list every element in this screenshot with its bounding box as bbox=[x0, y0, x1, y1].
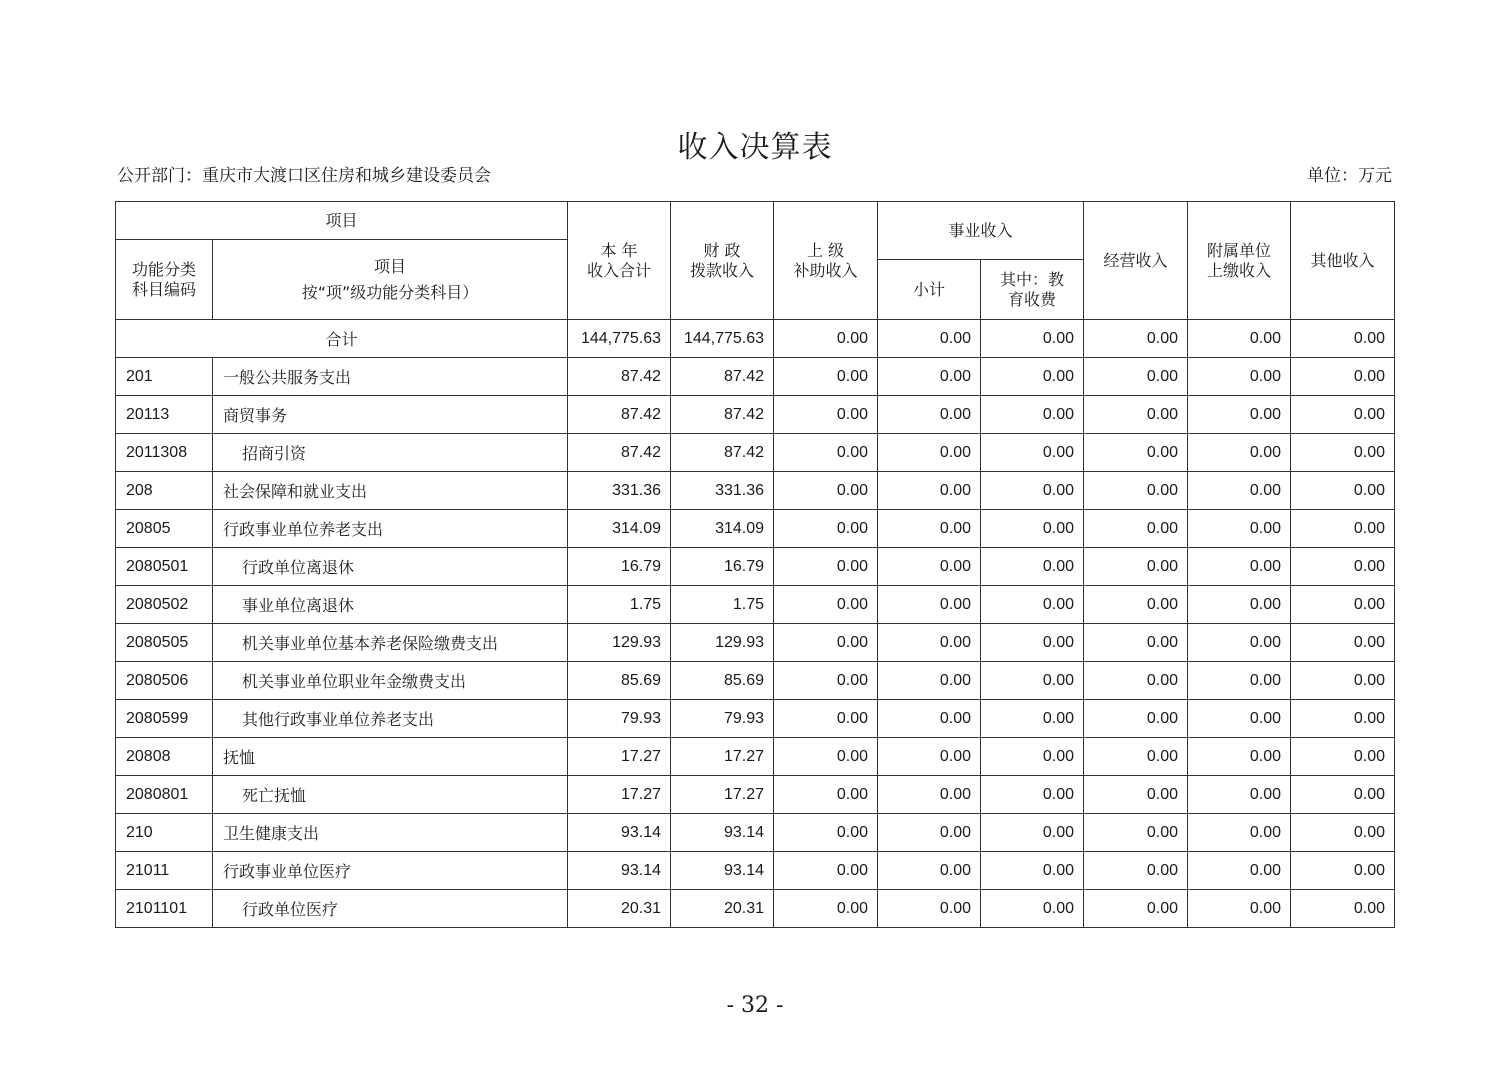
cell-other: 0.00 bbox=[1291, 510, 1395, 548]
cell-operating: 0.00 bbox=[1084, 738, 1188, 776]
cell-subtotal: 0.00 bbox=[878, 662, 981, 700]
cell-affiliated: 0.00 bbox=[1188, 700, 1291, 738]
cell-superior: 0.00 bbox=[774, 852, 878, 890]
cell-subtotal: 0.00 bbox=[878, 510, 981, 548]
cell-other: 0.00 bbox=[1291, 776, 1395, 814]
cell-subtotal: 0.00 bbox=[878, 548, 981, 586]
cell-fiscal: 129.93 bbox=[671, 624, 774, 662]
cell-total-income: 85.69 bbox=[568, 662, 671, 700]
cell-operating: 0.00 bbox=[1084, 814, 1188, 852]
cell-total-income: 17.27 bbox=[568, 776, 671, 814]
cell-affiliated: 0.00 bbox=[1188, 852, 1291, 890]
cell-superior: 0.00 bbox=[774, 548, 878, 586]
cell-fiscal: 87.42 bbox=[671, 396, 774, 434]
cell-total-income: 144,775.63 bbox=[568, 320, 671, 358]
cell-total-income: 79.93 bbox=[568, 700, 671, 738]
cell-name: 行政单位离退休 bbox=[213, 548, 568, 586]
cell-name: 行政事业单位医疗 bbox=[213, 852, 568, 890]
cell-name: 招商引资 bbox=[213, 434, 568, 472]
cell-affiliated: 0.00 bbox=[1188, 890, 1291, 928]
header-edu-fee: 其中：教 育收费 bbox=[981, 260, 1084, 320]
cell-subtotal: 0.00 bbox=[878, 738, 981, 776]
cell-name: 机关事业单位职业年金缴费支出 bbox=[213, 662, 568, 700]
cell-other: 0.00 bbox=[1291, 852, 1395, 890]
cell-superior: 0.00 bbox=[774, 434, 878, 472]
income-table bbox=[115, 201, 1395, 928]
cell-code: 20808 bbox=[116, 738, 213, 776]
unit-label: 单位：万元 bbox=[1307, 166, 1392, 186]
cell-total-income: 87.42 bbox=[568, 434, 671, 472]
cell-operating: 0.00 bbox=[1084, 586, 1188, 624]
page-title: 收入决算表 bbox=[677, 130, 833, 165]
cell-operating: 0.00 bbox=[1084, 358, 1188, 396]
header-business-income: 事业收入 bbox=[878, 202, 1084, 260]
table-row bbox=[116, 586, 1395, 624]
cell-superior: 0.00 bbox=[774, 358, 878, 396]
cell-edu-fee: 0.00 bbox=[981, 890, 1084, 928]
cell-code: 2080599 bbox=[116, 700, 213, 738]
header-affiliated: 附属单位 上缴收入 bbox=[1188, 202, 1291, 320]
cell-affiliated: 0.00 bbox=[1188, 472, 1291, 510]
cell-edu-fee: 0.00 bbox=[981, 510, 1084, 548]
cell-fiscal: 93.14 bbox=[671, 814, 774, 852]
cell-fiscal: 87.42 bbox=[671, 434, 774, 472]
table-row bbox=[116, 890, 1395, 928]
cell-edu-fee: 0.00 bbox=[981, 358, 1084, 396]
cell-affiliated: 0.00 bbox=[1188, 358, 1291, 396]
total-row bbox=[116, 320, 1395, 358]
table-row bbox=[116, 510, 1395, 548]
cell-other: 0.00 bbox=[1291, 738, 1395, 776]
cell-edu-fee: 0.00 bbox=[981, 434, 1084, 472]
cell-affiliated: 0.00 bbox=[1188, 510, 1291, 548]
cell-name: 社会保障和就业支出 bbox=[213, 472, 568, 510]
cell-code: 21011 bbox=[116, 852, 213, 890]
cell-name: 死亡抚恤 bbox=[213, 776, 568, 814]
cell-superior: 0.00 bbox=[774, 396, 878, 434]
cell-name: 抚恤 bbox=[213, 738, 568, 776]
cell-name: 一般公共服务支出 bbox=[213, 358, 568, 396]
cell-subtotal: 0.00 bbox=[878, 434, 981, 472]
table-row bbox=[116, 852, 1395, 890]
cell-superior: 0.00 bbox=[774, 662, 878, 700]
total-label: 合计 bbox=[116, 320, 568, 358]
cell-name: 其他行政事业单位养老支出 bbox=[213, 700, 568, 738]
cell-subtotal: 0.00 bbox=[878, 700, 981, 738]
cell-name: 事业单位离退休 bbox=[213, 586, 568, 624]
cell-edu-fee: 0.00 bbox=[981, 814, 1084, 852]
table-row bbox=[116, 624, 1395, 662]
header-total-income: 本 年 收入合计 bbox=[568, 202, 671, 320]
cell-operating: 0.00 bbox=[1084, 396, 1188, 434]
cell-operating: 0.00 bbox=[1084, 434, 1188, 472]
header-project: 项目 bbox=[116, 202, 568, 240]
cell-other: 0.00 bbox=[1291, 624, 1395, 662]
cell-total-income: 93.14 bbox=[568, 852, 671, 890]
cell-other: 0.00 bbox=[1291, 434, 1395, 472]
cell-superior: 0.00 bbox=[774, 738, 878, 776]
cell-other: 0.00 bbox=[1291, 586, 1395, 624]
cell-affiliated: 0.00 bbox=[1188, 624, 1291, 662]
table-row bbox=[116, 548, 1395, 586]
cell-subtotal: 0.00 bbox=[878, 852, 981, 890]
header-subtotal: 小计 bbox=[878, 260, 981, 320]
header-other: 其他收入 bbox=[1291, 202, 1395, 320]
table-row bbox=[116, 434, 1395, 472]
cell-fiscal: 85.69 bbox=[671, 662, 774, 700]
cell-code: 2011308 bbox=[116, 434, 213, 472]
cell-name: 卫生健康支出 bbox=[213, 814, 568, 852]
cell-fiscal: 87.42 bbox=[671, 358, 774, 396]
cell-edu-fee: 0.00 bbox=[981, 738, 1084, 776]
department-label: 公开部门：重庆市大渡口区住房和城乡建设委员会 bbox=[117, 166, 491, 186]
cell-affiliated: 0.00 bbox=[1188, 738, 1291, 776]
cell-edu-fee: 0.00 bbox=[981, 624, 1084, 662]
cell-name: 行政单位医疗 bbox=[213, 890, 568, 928]
cell-edu-fee: 0.00 bbox=[981, 662, 1084, 700]
cell-subtotal: 0.00 bbox=[878, 890, 981, 928]
cell-affiliated: 0.00 bbox=[1188, 396, 1291, 434]
header-superior: 上 级 补助收入 bbox=[774, 202, 878, 320]
header-operating: 经营收入 bbox=[1084, 202, 1188, 320]
cell-subtotal: 0.00 bbox=[878, 776, 981, 814]
cell-superior: 0.00 bbox=[774, 624, 878, 662]
header-func-code: 功能分类 科目编码 bbox=[116, 240, 213, 320]
cell-total-income: 17.27 bbox=[568, 738, 671, 776]
table-row bbox=[116, 396, 1395, 434]
cell-edu-fee: 0.00 bbox=[981, 852, 1084, 890]
cell-code: 20113 bbox=[116, 396, 213, 434]
cell-operating: 0.00 bbox=[1084, 852, 1188, 890]
cell-subtotal: 0.00 bbox=[878, 396, 981, 434]
cell-superior: 0.00 bbox=[774, 586, 878, 624]
cell-subtotal: 0.00 bbox=[878, 624, 981, 662]
cell-other: 0.00 bbox=[1291, 320, 1395, 358]
cell-code: 2080501 bbox=[116, 548, 213, 586]
cell-subtotal: 0.00 bbox=[878, 472, 981, 510]
cell-edu-fee: 0.00 bbox=[981, 776, 1084, 814]
cell-fiscal: 79.93 bbox=[671, 700, 774, 738]
cell-fiscal: 93.14 bbox=[671, 852, 774, 890]
cell-total-income: 331.36 bbox=[568, 472, 671, 510]
cell-code: 2080502 bbox=[116, 586, 213, 624]
cell-superior: 0.00 bbox=[774, 320, 878, 358]
cell-edu-fee: 0.00 bbox=[981, 548, 1084, 586]
cell-total-income: 1.75 bbox=[568, 586, 671, 624]
cell-other: 0.00 bbox=[1291, 700, 1395, 738]
cell-other: 0.00 bbox=[1291, 890, 1395, 928]
cell-total-income: 314.09 bbox=[568, 510, 671, 548]
header-project-name: 项目 按“项”级功能分类科目） bbox=[213, 240, 568, 320]
table-row bbox=[116, 358, 1395, 396]
cell-edu-fee: 0.00 bbox=[981, 396, 1084, 434]
table-row bbox=[116, 776, 1395, 814]
cell-code: 20805 bbox=[116, 510, 213, 548]
cell-edu-fee: 0.00 bbox=[981, 472, 1084, 510]
table-row bbox=[116, 700, 1395, 738]
cell-code: 210 bbox=[116, 814, 213, 852]
header-fiscal: 财 政 拨款收入 bbox=[671, 202, 774, 320]
page-number: - 32 - bbox=[726, 993, 784, 1018]
cell-fiscal: 17.27 bbox=[671, 776, 774, 814]
table-row bbox=[116, 814, 1395, 852]
cell-superior: 0.00 bbox=[774, 472, 878, 510]
cell-edu-fee: 0.00 bbox=[981, 700, 1084, 738]
cell-name: 商贸事务 bbox=[213, 396, 568, 434]
cell-total-income: 87.42 bbox=[568, 358, 671, 396]
cell-other: 0.00 bbox=[1291, 548, 1395, 586]
cell-fiscal: 16.79 bbox=[671, 548, 774, 586]
cell-operating: 0.00 bbox=[1084, 320, 1188, 358]
cell-fiscal: 20.31 bbox=[671, 890, 774, 928]
cell-code: 2101101 bbox=[116, 890, 213, 928]
cell-total-income: 16.79 bbox=[568, 548, 671, 586]
cell-total-income: 87.42 bbox=[568, 396, 671, 434]
cell-affiliated: 0.00 bbox=[1188, 662, 1291, 700]
cell-fiscal: 144,775.63 bbox=[671, 320, 774, 358]
cell-affiliated: 0.00 bbox=[1188, 586, 1291, 624]
cell-operating: 0.00 bbox=[1084, 510, 1188, 548]
cell-superior: 0.00 bbox=[774, 890, 878, 928]
cell-superior: 0.00 bbox=[774, 510, 878, 548]
cell-operating: 0.00 bbox=[1084, 472, 1188, 510]
table-body bbox=[116, 320, 1395, 928]
cell-fiscal: 314.09 bbox=[671, 510, 774, 548]
table-row bbox=[116, 738, 1395, 776]
cell-edu-fee: 0.00 bbox=[981, 586, 1084, 624]
cell-edu-fee: 0.00 bbox=[981, 320, 1084, 358]
table-row bbox=[116, 472, 1395, 510]
cell-code: 201 bbox=[116, 358, 213, 396]
cell-operating: 0.00 bbox=[1084, 662, 1188, 700]
cell-other: 0.00 bbox=[1291, 662, 1395, 700]
table-row bbox=[116, 662, 1395, 700]
cell-affiliated: 0.00 bbox=[1188, 434, 1291, 472]
cell-affiliated: 0.00 bbox=[1188, 776, 1291, 814]
cell-affiliated: 0.00 bbox=[1188, 548, 1291, 586]
cell-operating: 0.00 bbox=[1084, 776, 1188, 814]
cell-fiscal: 17.27 bbox=[671, 738, 774, 776]
cell-operating: 0.00 bbox=[1084, 624, 1188, 662]
cell-operating: 0.00 bbox=[1084, 700, 1188, 738]
cell-code: 2080505 bbox=[116, 624, 213, 662]
cell-subtotal: 0.00 bbox=[878, 358, 981, 396]
table-header bbox=[116, 202, 1395, 320]
cell-fiscal: 1.75 bbox=[671, 586, 774, 624]
cell-operating: 0.00 bbox=[1084, 548, 1188, 586]
cell-other: 0.00 bbox=[1291, 358, 1395, 396]
cell-total-income: 20.31 bbox=[568, 890, 671, 928]
cell-other: 0.00 bbox=[1291, 396, 1395, 434]
cell-name: 行政事业单位养老支出 bbox=[213, 510, 568, 548]
cell-superior: 0.00 bbox=[774, 776, 878, 814]
cell-superior: 0.00 bbox=[774, 814, 878, 852]
cell-subtotal: 0.00 bbox=[878, 814, 981, 852]
cell-subtotal: 0.00 bbox=[878, 586, 981, 624]
cell-other: 0.00 bbox=[1291, 472, 1395, 510]
cell-other: 0.00 bbox=[1291, 814, 1395, 852]
cell-superior: 0.00 bbox=[774, 700, 878, 738]
cell-affiliated: 0.00 bbox=[1188, 320, 1291, 358]
cell-name: 机关事业单位基本养老保险缴费支出 bbox=[213, 624, 568, 662]
cell-code: 2080506 bbox=[116, 662, 213, 700]
cell-code: 208 bbox=[116, 472, 213, 510]
cell-total-income: 93.14 bbox=[568, 814, 671, 852]
cell-code: 2080801 bbox=[116, 776, 213, 814]
cell-affiliated: 0.00 bbox=[1188, 814, 1291, 852]
cell-operating: 0.00 bbox=[1084, 890, 1188, 928]
cell-total-income: 129.93 bbox=[568, 624, 671, 662]
cell-subtotal: 0.00 bbox=[878, 320, 981, 358]
cell-fiscal: 331.36 bbox=[671, 472, 774, 510]
